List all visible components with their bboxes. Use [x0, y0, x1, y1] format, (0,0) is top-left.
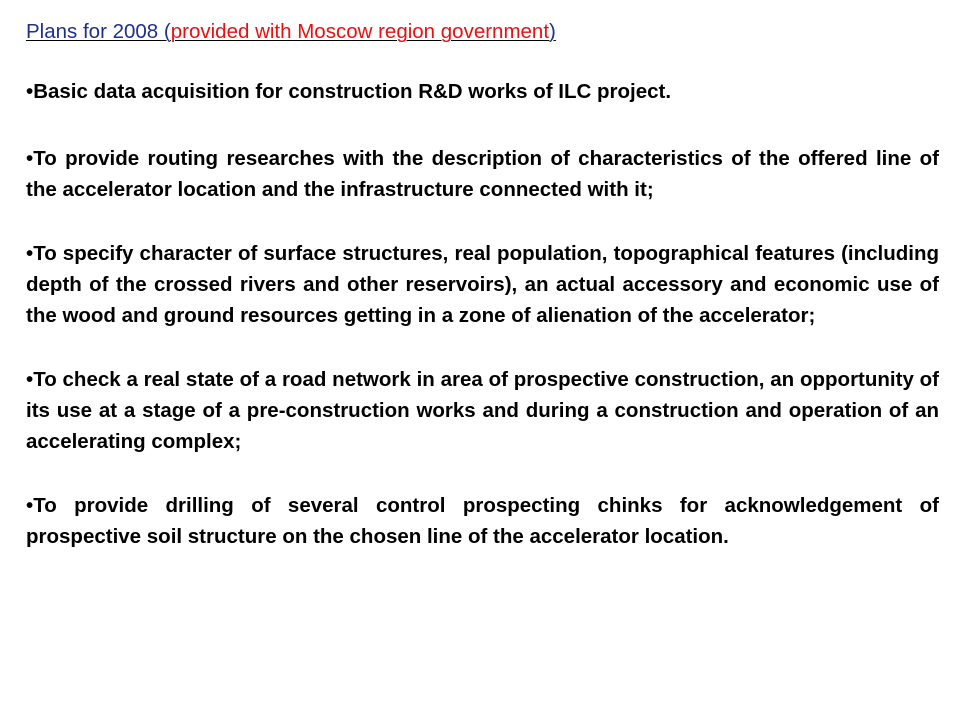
title-prefix: Plans for 2008 ( [26, 20, 171, 43]
list-item-text: To check a real state of a road network in area of prospective construction, an opportunity of its use at a stage of a pre-construction works and during a construction and operation of an accelerating complex; [26, 368, 939, 453]
list-item [26, 364, 939, 457]
list-item-text: To provide routing researches with the description of characteristics of the offered line of the accelerator location and the infrastructure connected with it; [26, 147, 939, 201]
title-highlight: provided with Moscow region government [170, 20, 550, 43]
list-item [26, 490, 939, 552]
slide-content [26, 14, 939, 585]
list-item-text: Basic data acquisition for construction R&D works of ILC project. [33, 80, 672, 103]
bullet-icon: • [26, 368, 34, 391]
list-item [26, 76, 939, 107]
bullet-icon: • [26, 242, 34, 265]
bullet-icon: • [26, 494, 34, 517]
list-item [26, 238, 939, 331]
title-suffix: ) [549, 20, 556, 43]
list-item-text: To provide drilling of several control prospecting chinks for acknowledgement of prospective soil structure on the chosen line of the accelerator location. [26, 494, 939, 548]
bullet-icon: • [26, 147, 34, 170]
list-item [26, 143, 939, 205]
list-item-text: To specify character of surface structures, real population, topographical features (including depth of the crossed rivers and other reservoirs), an actual accessory and economic use of the wood and ground resources getting in a zone of alienation of the accelerator; [26, 242, 939, 327]
page-title [26, 14, 939, 50]
bullet-icon: • [26, 80, 34, 103]
